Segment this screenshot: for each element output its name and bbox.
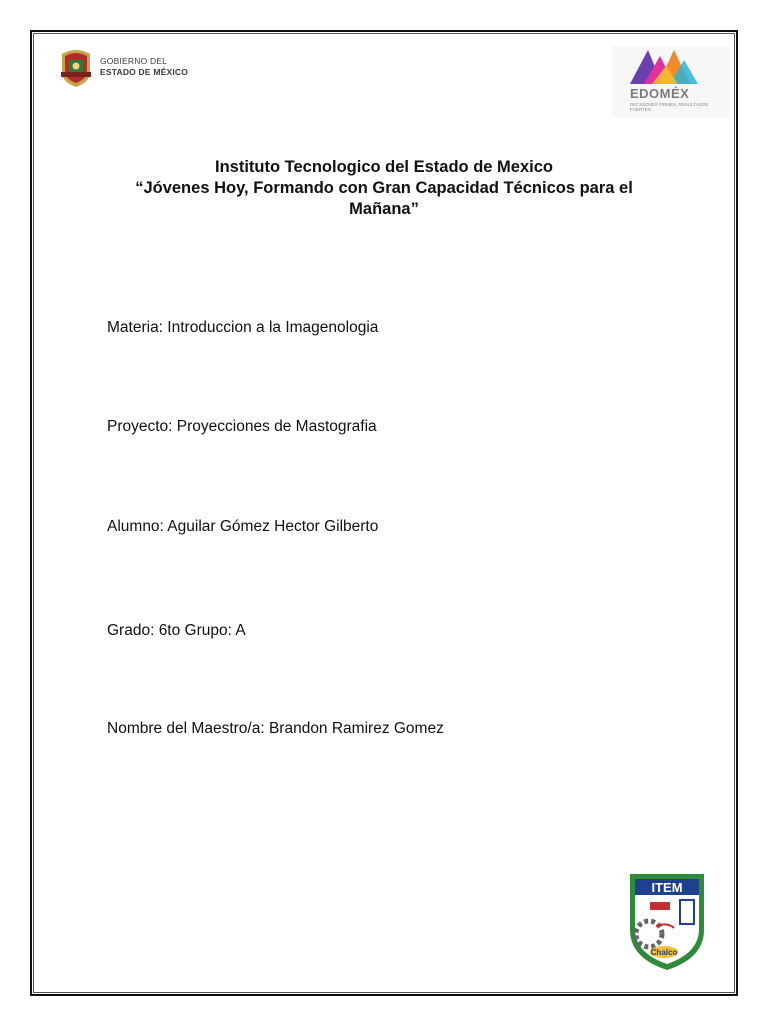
svg-text:Chalco: Chalco [650, 948, 678, 957]
motto-line-2: Mañana” [349, 200, 419, 218]
gobierno-text [100, 56, 188, 78]
grado-field: Grado: 6to Grupo: A [107, 622, 246, 639]
institution-name: Instituto Tecnologico del Estado de Mexico [215, 158, 553, 176]
materia-field: Materia: Introduccion a la Imagenologia [107, 319, 379, 336]
item-chalco-logo [628, 872, 706, 972]
proyecto-field: Proyecto: Proyecciones de Mastografia [107, 418, 377, 435]
maestro-field: Nombre del Maestro/a: Brandon Ramirez Gomez [107, 720, 444, 737]
gobierno-estado-mexico-logo [58, 46, 218, 90]
edomex-mountains-icon [612, 46, 730, 86]
edomex-logo [612, 46, 730, 118]
document-header [80, 157, 688, 220]
item-shield-icon [628, 872, 706, 972]
gobierno-line1: GOBIERNO DEL [100, 56, 168, 66]
gobierno-line2: ESTADO DE MÉXICO [100, 67, 189, 77]
motto-line-1: “Jóvenes Hoy, Formando con Gran Capacidad Técnicos para el [135, 179, 633, 197]
state-seal-icon [58, 46, 94, 88]
alumno-field: Alumno: Aguilar Gómez Hector Gilberto [107, 518, 379, 535]
edomex-tagline: DECISIONES FIRMES, RESULTADOS FUERTES. [630, 102, 709, 112]
svg-text:ITEM: ITEM [651, 880, 683, 895]
edomex-wordmark: EDOMÉX [630, 86, 690, 101]
